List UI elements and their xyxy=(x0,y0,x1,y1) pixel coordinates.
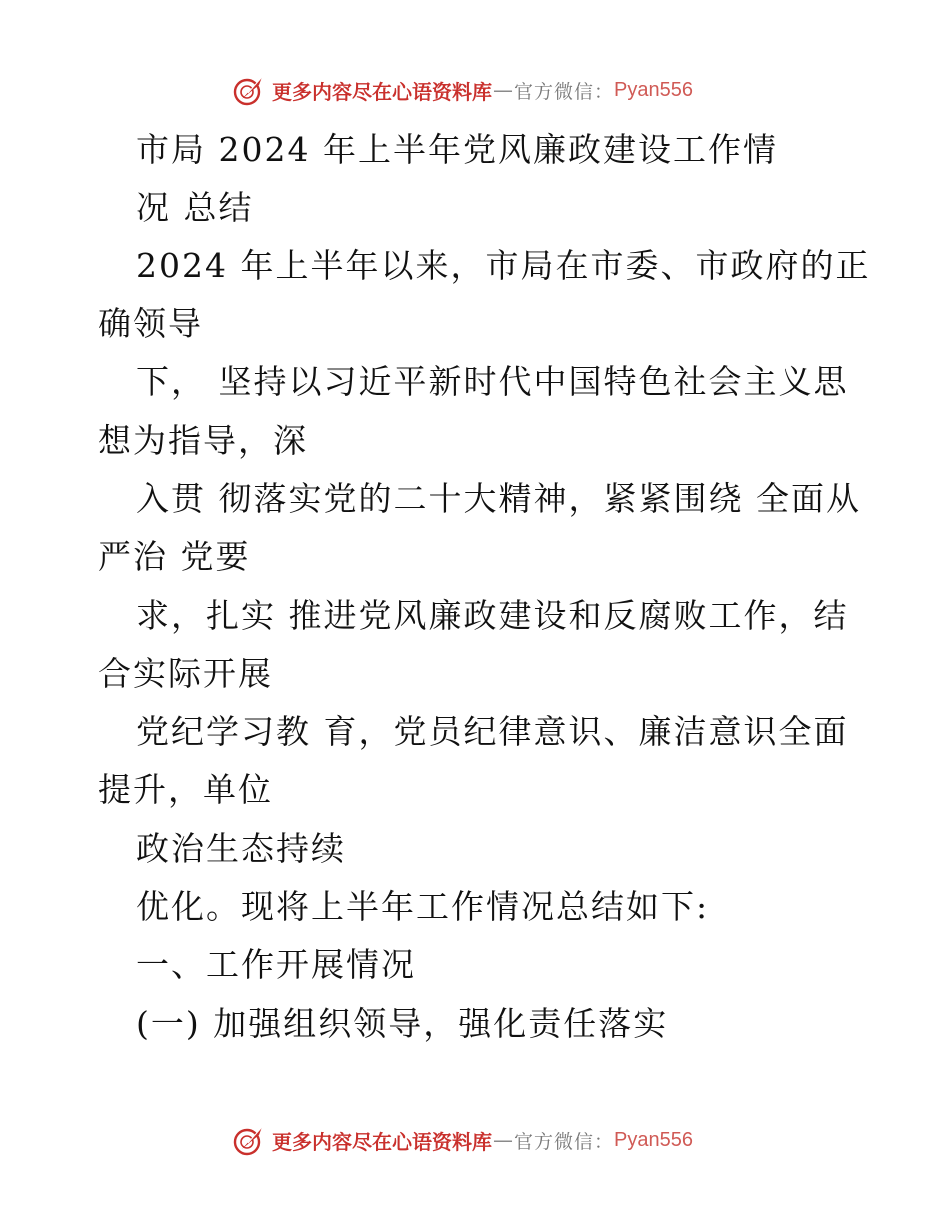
paragraph-line: 入贯 彻落实党的二十大精神，紧紧围绕 全面从 xyxy=(136,479,861,518)
section-heading: 一、工作开展情况 xyxy=(136,945,416,984)
paragraph-line: 2024 年上半年以来，市局在市委、市政府的正 xyxy=(136,246,871,285)
watermark-label: 官方微信： xyxy=(514,80,615,103)
watermark-site-text: 更多内容尽在心语资料库 xyxy=(272,1129,492,1154)
quill-logo-icon xyxy=(232,73,266,107)
paragraph-line: 想为指导，深 xyxy=(98,421,308,460)
paragraph-line: 求，扎实 推进党风廉政建设和反腐败工作，结 xyxy=(136,596,849,635)
watermark-site-text: 更多内容尽在心语资料库 xyxy=(272,79,492,104)
paragraph-line: 合实际开展 xyxy=(98,654,273,693)
watermark-wechat-id: Pyan556 xyxy=(614,1128,693,1151)
document-title-line-2: 况 总结 xyxy=(136,188,254,227)
subsection-heading: (一) 加强组织领导，强化责任落实 xyxy=(136,1004,669,1043)
paragraph-line: 严治 党要 xyxy=(98,537,251,576)
paragraph-line: 党纪学习教 育，党员纪律意识、廉洁意识全面 xyxy=(136,712,849,751)
paragraph-line: 政治生态持续 xyxy=(136,829,346,868)
watermark-wechat-id: Pyan556 xyxy=(614,78,693,101)
watermark-dash: — xyxy=(493,1128,513,1152)
watermark-dash: — xyxy=(493,78,513,102)
paragraph-line: 确领导 xyxy=(98,304,203,343)
header-watermark xyxy=(232,70,693,110)
paragraph-line: 优化。现将上半年工作情况总结如下: xyxy=(136,887,710,926)
document-title-line-1: 市局 2024 年上半年党风廉政建设工作情 xyxy=(136,130,778,169)
watermark-label: 官方微信： xyxy=(514,1130,615,1153)
quill-logo-icon xyxy=(232,1123,266,1157)
paragraph-line: 下， 坚持以习近平新时代中国特色社会主义思 xyxy=(136,362,849,401)
footer-watermark xyxy=(232,1120,693,1160)
paragraph-line: 提升，单位 xyxy=(98,770,273,809)
